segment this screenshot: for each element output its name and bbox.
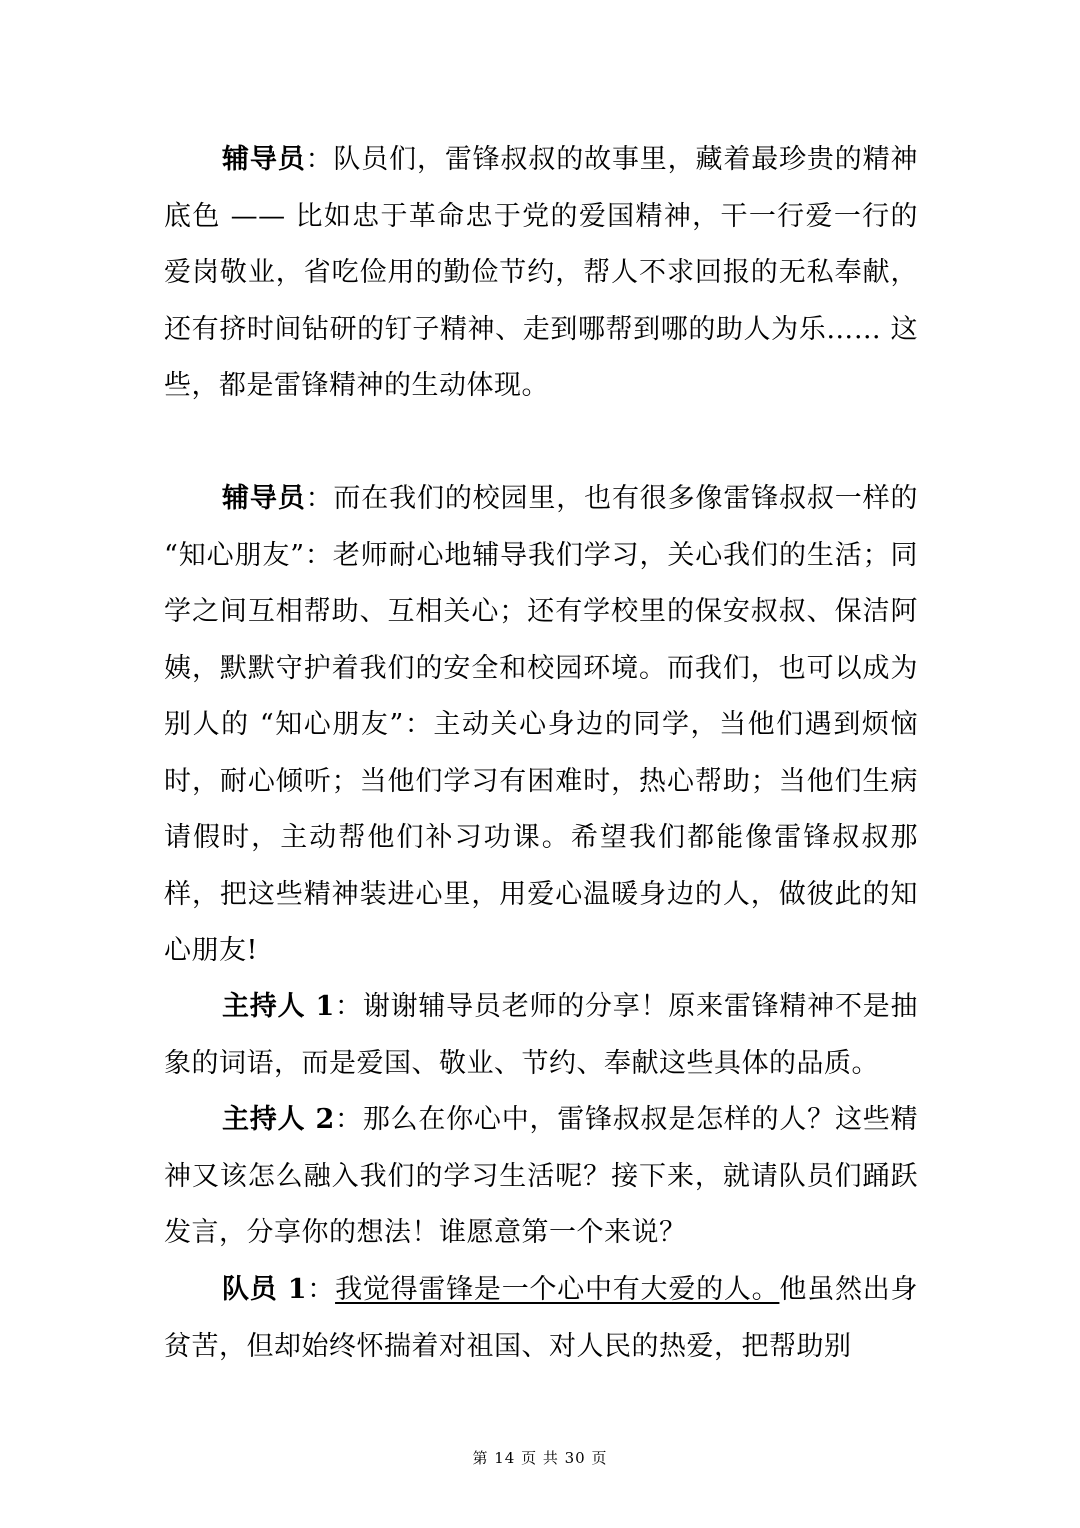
page-footer: 第 14 页 共 30 页 [472,1449,608,1467]
paragraph-member-1 [164,1262,918,1375]
underlined-sentence: 我觉得雷锋是一个心中有大爱的人。 [335,1274,780,1305]
speaker-label: 队员 1 [222,1274,308,1305]
paragraph-text: ：而在我们的校园里，也有很多像雷锋叔叔一样的 “知心朋友”：老师耐心地辅导我们学习，关心我们的生活；同学之间互相帮助、互相关心；还有学校里的保安叔叔、保洁阿姨，默默守护着我们的安全和校园环境。而我们，也可以成为别人的 “知心朋友”：主动关心身边的同学，当他们遇到烦恼时，耐心倾听；当他们学习有困难时，热心帮助；当他们生病请假时，主动帮他们补习功课。希望我们都能像雷锋叔叔那样，把这些精神装进心里，用爱心温暖身边的人，做彼此的知心朋友! [164,483,918,966]
paragraph-host-2 [164,1092,918,1262]
speaker-label: 辅导员 [222,483,306,514]
paragraph-text: 他虽然出身贫苦，但却始终怀揣着对祖国、对人民的热爱，把帮助别 [164,1274,919,1362]
paragraph-text: ：谢谢辅导员老师的分享！原来雷锋精神不是抽象的词语，而是爱国、敬业、节约、奉献这些具体的品质。 [164,991,919,1079]
speaker-label: 主持人 2 [222,1104,335,1135]
paragraph-text: ：队员们，雷锋叔叔的故事里，藏着最珍贵的精神底色 —— 比如忠于革命忠于党的爱国精神，干一行爱一行的爱岗敬业，省吃俭用的勤俭节约，帮人不求回报的无私奉献，还有挤时间钻研的钉子精神、走到哪帮到哪的助人为乐…… 这些，都是雷锋精神的生动体现。 [164,144,918,401]
paragraph-counselor-1 [164,132,918,415]
paragraph-host-1 [164,979,918,1092]
paragraph-text-prefix: ： [307,1274,336,1305]
paragraph-counselor-2 [164,471,918,980]
speaker-label: 主持人 1 [222,991,335,1022]
speaker-label: 辅导员 [222,144,306,175]
paragraph-text: ：那么在你心中，雷锋叔叔是怎样的人？这些精神又该怎么融入我们的学习生活呢？接下来，就请队员们踊跃发言，分享你的想法！谁愿意第一个来说？ [164,1104,919,1248]
